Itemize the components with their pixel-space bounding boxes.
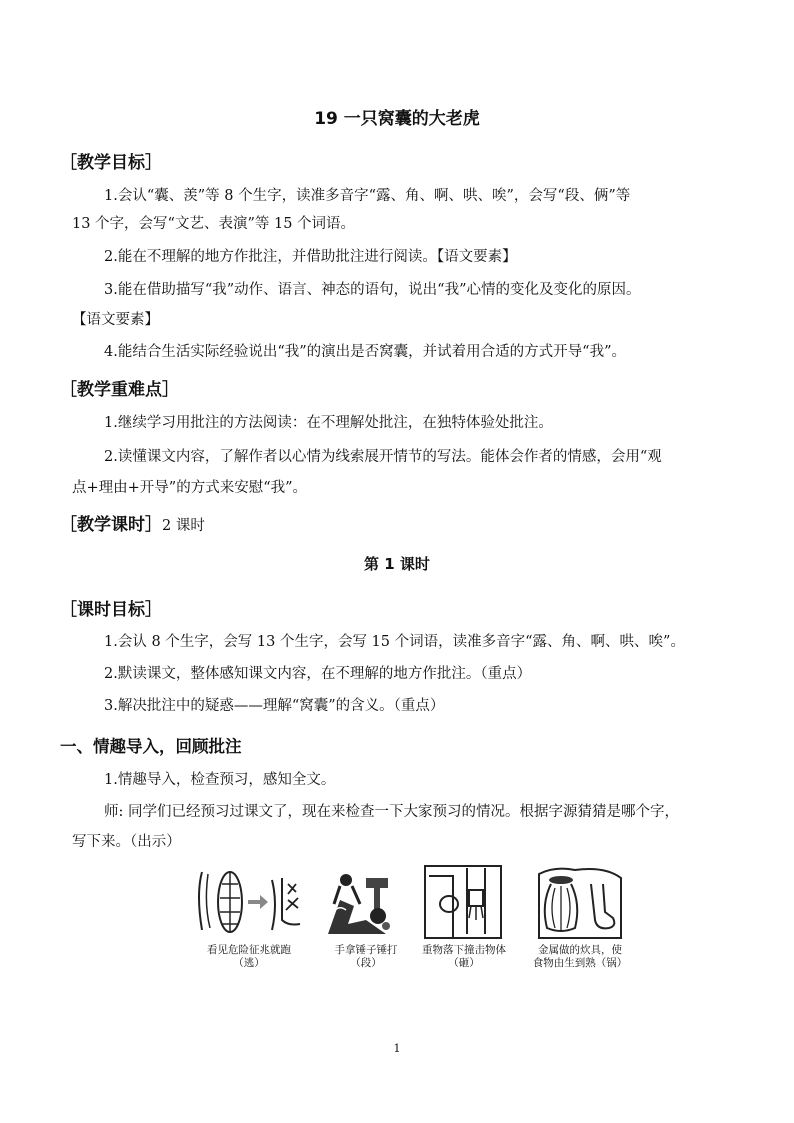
caption-za-line-1: 重物落下撞击物体 bbox=[422, 944, 506, 956]
teacher-line-1: 师: 同学们已经预习过课文了，现在来检查一下大家预习的情况。根据字源猜猜是哪个字， bbox=[104, 804, 679, 820]
caption-tao-line-2: （逃） bbox=[233, 957, 265, 969]
caption-guo-line-2: 食物由生到熟（锅） bbox=[532, 957, 628, 969]
teacher-line-2: 写下来。（出示） bbox=[72, 834, 181, 850]
caption-tao bbox=[192, 944, 306, 970]
goal-3-line-1: 3.能在借助描写“我”动作、语言、神态的语句，说出“我”心情的变化及变化的原因。 bbox=[104, 282, 641, 298]
goal-1-line-2: 13 个字，会写“文艺、表演”等 15 个词语。 bbox=[72, 216, 356, 232]
heading-key-points: ［教学重难点］ bbox=[60, 380, 179, 400]
caption-guo bbox=[524, 944, 636, 970]
caption-guo-line-1: 金属做的炊具，使 bbox=[538, 944, 622, 956]
cooking-vessel-image-guo bbox=[535, 864, 625, 944]
heading-lesson-goals: ［课时目标］ bbox=[60, 600, 162, 620]
lesson-goal-1: 1.会认 8 个生字，会写 13 个生字，会写 15 个词语，读准多音字“露、角、啊、哄、唉”。 bbox=[104, 634, 685, 650]
key-point-2-line-2: 点+理由+开导”的方式来安慰“我”。 bbox=[72, 480, 308, 496]
lesson-subtitle: 第 1 课时 bbox=[364, 555, 430, 573]
step-1: 1.情趣导入，检查预习，感知全文。 bbox=[104, 772, 336, 788]
hammer-image-duan bbox=[326, 864, 406, 944]
goal-1-line-1: 1.会认“囊、羡”等 8 个生字，读准多音字“露、角、啊、哄、唉”，会写“段、俩”等 bbox=[104, 188, 631, 204]
glyph-image-tao bbox=[192, 864, 304, 944]
key-point-1: 1.继续学习用批注的方法阅读：在不理解处批注，在独特体验处批注。 bbox=[104, 415, 553, 431]
section-1-heading: 一、情趣导入，回顾批注 bbox=[60, 737, 242, 756]
falling-weight-image-za bbox=[423, 864, 503, 944]
lesson-goal-2: 2.默读课文，整体感知课文内容，在不理解的地方作批注。（重点） bbox=[104, 666, 532, 682]
heading-teaching-hours bbox=[60, 510, 205, 535]
key-point-2-line-1: 2.读懂课文内容，了解作者以心情为线索展开情节的写法。能体会作者的情感，会用“观 bbox=[104, 449, 662, 465]
page-number: 1 bbox=[393, 1042, 401, 1055]
goal-3-line-2: 【语文要素】 bbox=[72, 312, 159, 328]
goal-2: 2.能在不理解的地方作批注，并借助批注进行阅读。【语文要素】 bbox=[104, 249, 517, 265]
caption-duan-line-1: 手拿锤子锤打 bbox=[334, 944, 398, 956]
teaching-hours-value: 2 课时 bbox=[162, 518, 205, 534]
heading-teaching-goals: ［教学目标］ bbox=[60, 153, 162, 173]
caption-duan-line-2: （段） bbox=[350, 957, 382, 969]
caption-tao-line-1: 看见危险征兆就跑 bbox=[207, 944, 291, 956]
goal-4: 4.能结合生活实际经验说出“我”的演出是否窝囊，并试着用合适的方式开导“我”。 bbox=[104, 344, 626, 360]
caption-duan bbox=[318, 944, 414, 970]
lesson-goal-3: 3.解决批注中的疑惑——理解“窝囊”的含义。（重点） bbox=[104, 698, 445, 714]
teaching-hours-label: ［教学课时］ bbox=[60, 515, 162, 535]
caption-za-line-2: （砸） bbox=[448, 957, 480, 969]
caption-za bbox=[412, 944, 516, 970]
document-title: 19 一只窝囊的大老虎 bbox=[314, 109, 480, 129]
